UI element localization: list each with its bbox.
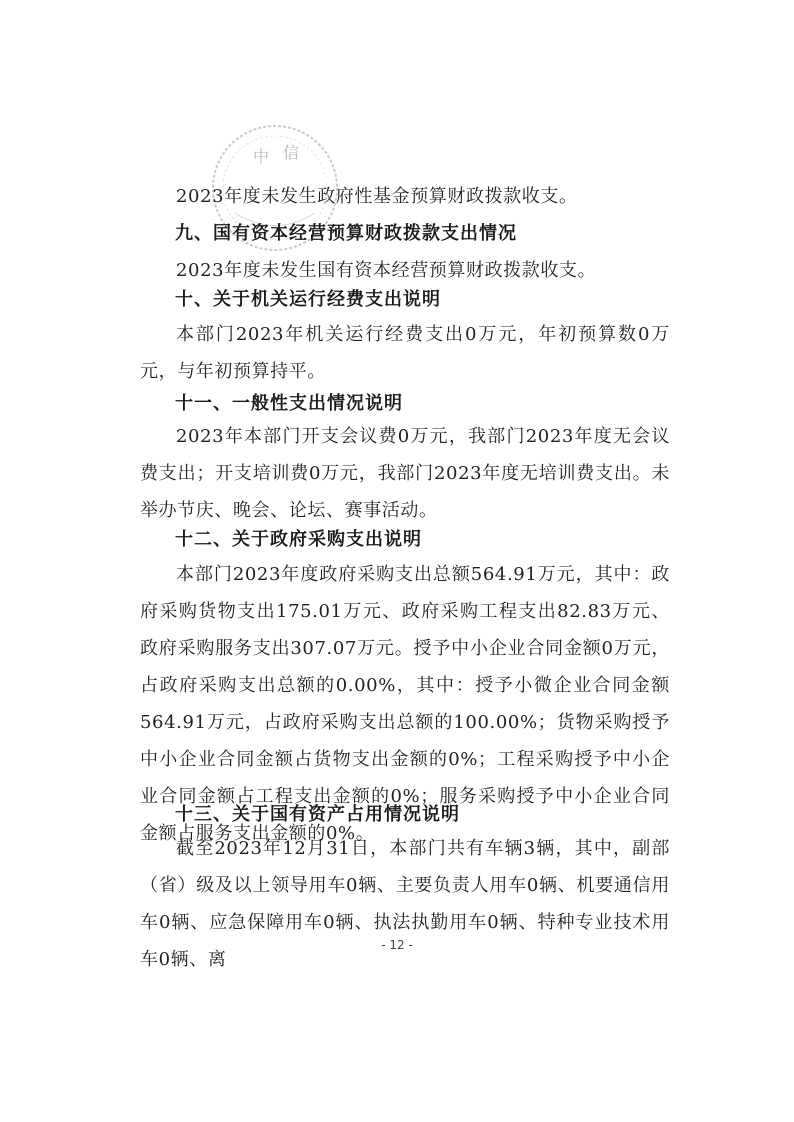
section-12-paragraph: 本部门2023年度政府采购支出总额564.91万元，其中：政府采购货物支出175.01万元、政府采购工程支出82.83万元、政府采购服务支出307.07万元。授予中小企业合同金额0万元，占政府采购支出总额的0.00%，其中：授予小微企业合同金额564.91万元，占政府采购支出总额的100.00%；货物采购授予中小企业合同金额占货物支出金额的0%；工程采购授予中小企业合同金额占工程支出金额的0%；服务采购授予中小企业合同金额占服务支出金额的0%。 (140, 564, 670, 844)
svg-text:信: 信 (283, 143, 300, 162)
section-13-paragraph: 截至2023年12月31日，本部门共有车辆3辆，其中，副部（省）级及以上领导用车0辆、主要负责人用车0辆、机要通信用车0辆、应急保障用车0辆、执法执勤用车0辆、特种专业技术用车0辆、离 (140, 838, 670, 970)
section-12-heading: 十二、关于政府采购支出说明 (175, 529, 422, 550)
section-11-heading: 十一、一般性支出情况说明 (175, 393, 403, 414)
section-9-paragraph: 2023年度未发生国有资本经营预算财政拨款收支。 (176, 260, 597, 281)
section-11-paragraph: 2023年本部门开支会议费0万元，我部门2023年度无会议费支出；开支培训费0万元，我部门2023年度无培训费支出。未举办节庆、晚会、论坛、赛事活动。 (140, 426, 670, 521)
section-9-heading: 九、国有资本经营预算财政拨款支出情况 (175, 223, 517, 244)
page-number: - 12 - (381, 938, 413, 952)
svg-text:中: 中 (253, 147, 270, 166)
section-10-heading: 十、关于机关运行经费支出说明 (175, 289, 441, 310)
fund-budget-paragraph: 2023年度未发生政府性基金预算财政拨款收支。 (176, 186, 578, 207)
section-10-paragraph: 本部门2023年机关运行经费支出0万元，年初预算数0万元，与年初预算持平。 (140, 324, 670, 382)
section-13-heading: 十三、关于国有资产占用情况说明 (175, 804, 460, 825)
